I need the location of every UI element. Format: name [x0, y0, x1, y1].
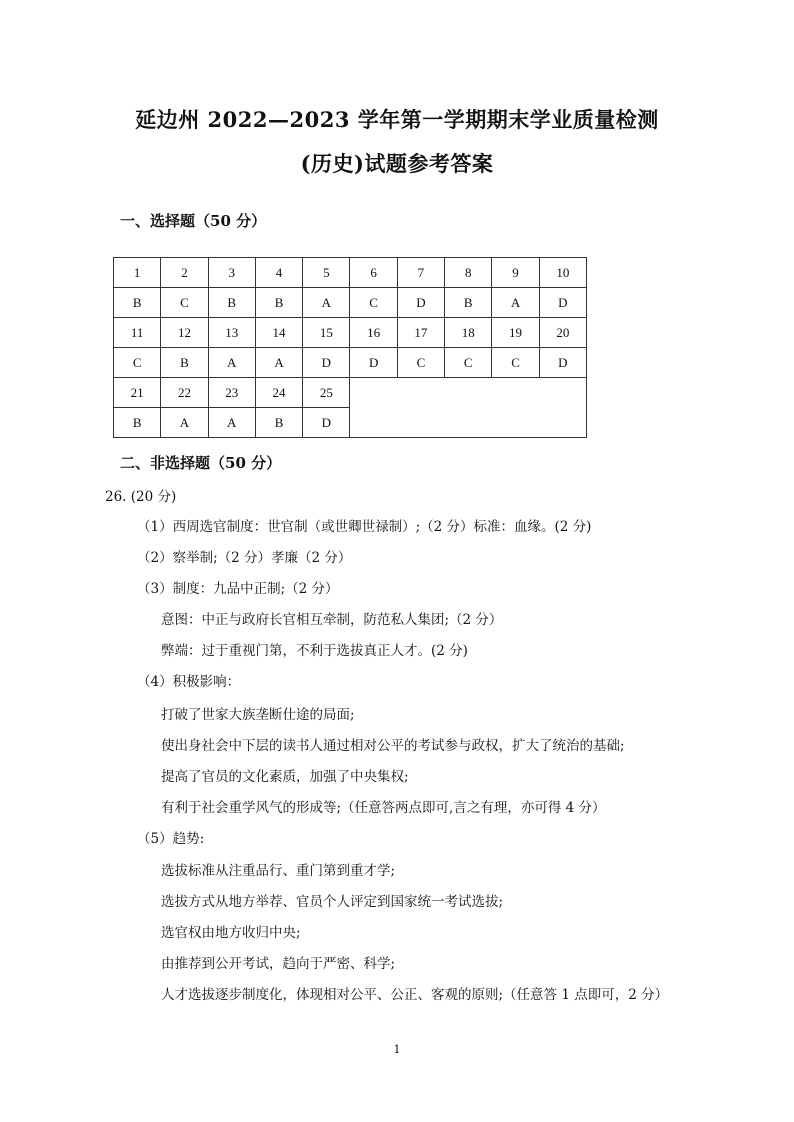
question-number-cell: 21: [114, 378, 161, 408]
document-title-line2: (历史)试题参考答案: [300, 151, 494, 176]
answer-table-row: [114, 318, 587, 348]
question-number-cell: 13: [208, 318, 255, 348]
answer-table-row: [114, 288, 587, 318]
question-number-cell: 7: [397, 258, 444, 288]
answer-letter-cell: B: [445, 288, 492, 318]
answer-table-row: [114, 258, 587, 288]
answer-line: 由推荐到公开考试，趋向于严密、科学;: [161, 956, 396, 972]
answer-letter-cell: D: [397, 288, 444, 318]
question-26-label: 26. (20 分): [105, 489, 177, 505]
answer-line: 选官权由地方收归中央;: [161, 925, 301, 941]
answer-line: 使出身社会中下层的读书人通过相对公平的考试参与政权，扩大了统治的基础;: [161, 738, 625, 754]
question-number-cell: 1: [114, 258, 161, 288]
question-number-cell: 23: [208, 378, 255, 408]
answer-letter-cell: C: [350, 288, 397, 318]
document-title-line1: 延边州 2022—2023 学年第一学期期末学业质量检测: [135, 107, 659, 132]
question-number-cell: 25: [303, 378, 350, 408]
question-number-cell: 12: [161, 318, 208, 348]
question-number-cell: 3: [208, 258, 255, 288]
answer-letter-cell: D: [303, 408, 350, 438]
answer-letter-cell: C: [114, 348, 161, 378]
answer-letter-cell: B: [255, 408, 302, 438]
answer-table-row: [114, 378, 587, 408]
answer-letter-cell: D: [539, 348, 586, 378]
question-number-cell: 6: [350, 258, 397, 288]
section2-heading: 二、非选择题（50 分）: [120, 454, 282, 472]
answer-line: 提高了官员的文化素质，加强了中央集权;: [161, 769, 409, 785]
question-number-cell: 20: [539, 318, 586, 348]
answer-line: （4）积极影响：: [137, 674, 241, 690]
page-number: 1: [393, 1043, 401, 1056]
answer-letter-cell: B: [161, 348, 208, 378]
answer-line: （5）趋势:: [137, 831, 205, 847]
answer-letter-cell: C: [445, 348, 492, 378]
answer-letter-cell: C: [492, 348, 539, 378]
answer-line: 选拔方式从地方举荐、官员个人评定到国家统一考试选拔;: [161, 894, 504, 910]
answer-line: （2）察举制;（2 分）孝廉（2 分）: [137, 550, 352, 566]
answer-letter-cell: A: [255, 348, 302, 378]
answer-letter-cell: D: [303, 348, 350, 378]
question-number-cell: 4: [255, 258, 302, 288]
answer-line: （3）制度：九品中正制;（2 分）: [137, 581, 339, 597]
answer-letter-cell: A: [208, 408, 255, 438]
answer-table-row: [114, 348, 587, 378]
answer-letter-cell: C: [161, 288, 208, 318]
answer-line: 打破了世家大族垄断仕途的局面;: [161, 707, 355, 723]
question-number-cell: 8: [445, 258, 492, 288]
answer-letter-cell: A: [208, 348, 255, 378]
answer-letter-cell: A: [492, 288, 539, 318]
answer-line: 有利于社会重学风气的形成等;（任意答两点即可,言之有理，亦可得 4 分）: [161, 800, 606, 816]
answer-letter-cell: D: [539, 288, 586, 318]
question-number-cell: 9: [492, 258, 539, 288]
answer-letter-cell: B: [114, 408, 161, 438]
answer-line: （1）西周选官制度：世官制（或世卿世禄制）;（2 分）标准：血缘。(2 分): [137, 519, 592, 535]
question-number-cell: 10: [539, 258, 586, 288]
section1-heading: 一、选择题（50 分）: [120, 212, 267, 230]
answer-letter-cell: B: [208, 288, 255, 318]
question-number-cell: 22: [161, 378, 208, 408]
answer-letter-cell: A: [303, 288, 350, 318]
question-number-cell: 11: [114, 318, 161, 348]
question-number-cell: 15: [303, 318, 350, 348]
question-number-cell: 24: [255, 378, 302, 408]
question-number-cell: 2: [161, 258, 208, 288]
question-number-cell: 16: [350, 318, 397, 348]
answer-line: 意图：中正与政府长官相互牵制，防范私人集团;（2 分）: [161, 612, 503, 628]
question-number-cell: 19: [492, 318, 539, 348]
answer-letter-cell: A: [161, 408, 208, 438]
question-number-cell: 18: [445, 318, 492, 348]
answer-table: [113, 257, 587, 438]
answer-line: 人才选拔逐步制度化，体现相对公平、公正、客观的原则;（任意答 1 点即可，2 分）: [161, 987, 669, 1003]
empty-table-area: [350, 378, 587, 438]
answer-line: 弊端：过于重视门第，不利于选拔真正人才。(2 分): [161, 643, 468, 659]
answer-letter-cell: B: [255, 288, 302, 318]
question-number-cell: 17: [397, 318, 444, 348]
answer-letter-cell: C: [397, 348, 444, 378]
answer-line: 选拔标准从注重品行、重门第到重才学;: [161, 863, 396, 879]
question-number-cell: 5: [303, 258, 350, 288]
answer-letter-cell: B: [114, 288, 161, 318]
answer-letter-cell: D: [350, 348, 397, 378]
question-number-cell: 14: [255, 318, 302, 348]
